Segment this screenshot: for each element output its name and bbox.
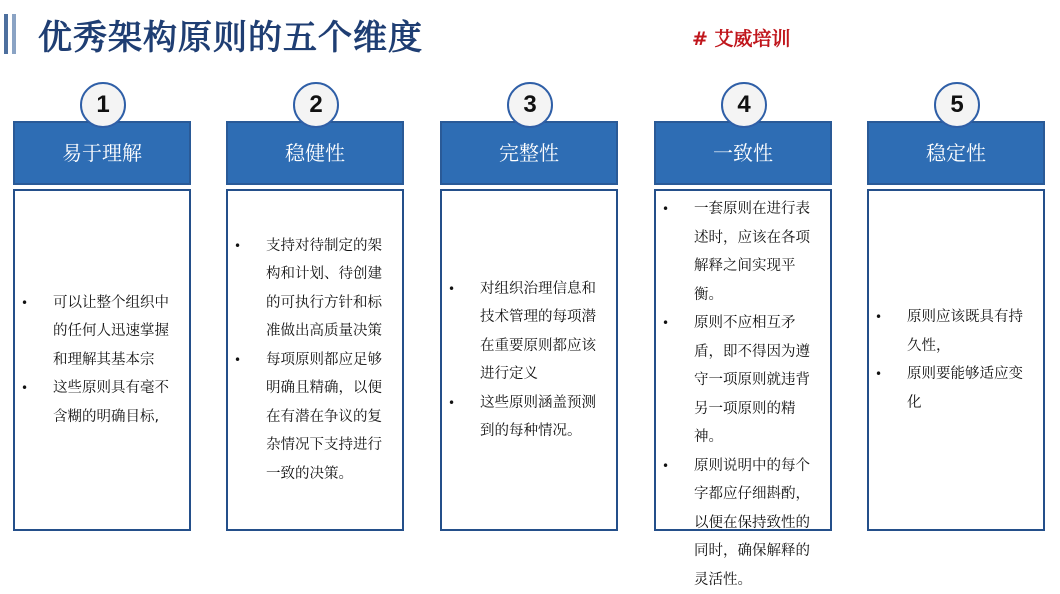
principle-content <box>867 189 1045 531</box>
bullet-list <box>15 289 189 432</box>
principle-column-4 <box>654 121 832 531</box>
bullet-item: • 这些原则涵盖预测到的每种情况。 <box>442 389 610 446</box>
bullet-dot-icon: • <box>21 374 28 403</box>
title-accent-bar <box>4 14 8 54</box>
principle-column-5 <box>867 121 1045 531</box>
bullet-dot-icon: • <box>662 195 669 224</box>
principle-column-1 <box>13 121 191 531</box>
number-badge: 3 <box>507 82 553 128</box>
bullet-dot-icon: • <box>234 346 241 375</box>
bullet-item: • 可以让整个组织中的任何人迅速掌握和理解其基本宗 <box>15 289 183 375</box>
bullet-list <box>656 195 830 594</box>
title-accent-bar-light <box>12 14 16 54</box>
bullet-dot-icon: • <box>662 309 669 338</box>
bullet-dot-icon: • <box>662 452 669 481</box>
bullet-dot-icon: • <box>21 289 28 318</box>
principle-content <box>226 189 404 531</box>
bullet-item: • 这些原则具有毫不含糊的明确目标, <box>15 374 183 431</box>
principle-heading: 完整性 <box>440 121 618 185</box>
bullet-dot-icon: • <box>448 275 455 304</box>
bullet-item: • 原则要能够适应变化 <box>869 360 1037 417</box>
principle-column-3 <box>440 121 618 531</box>
bullet-item: • 原则说明中的每个字都应仔细斟酌，以便在保持致性的同时，确保解释的灵活性。 <box>656 452 824 594</box>
bullet-item: • 每项原则都应足够明确且精确，以便在有潜在争议的复杂情况下支持进行一致的决策。 <box>228 346 396 489</box>
principle-content <box>654 189 832 531</box>
bullet-dot-icon: • <box>448 389 455 418</box>
bullet-item: • 对组织治理信息和技术管理的每项潜在重要原则都应该进行定义 <box>442 275 610 389</box>
brand-label: # 艾威培训 <box>692 24 791 51</box>
principle-heading: 稳健性 <box>226 121 404 185</box>
page-title: 优秀架构原则的五个维度 <box>38 10 423 59</box>
bullet-list <box>228 232 402 489</box>
bullet-list <box>442 275 616 446</box>
bullet-dot-icon: • <box>234 232 241 261</box>
bullet-item: • 原则应该既具有持久性， <box>869 303 1037 360</box>
bullet-dot-icon: • <box>875 303 882 332</box>
principle-column-2 <box>226 121 404 531</box>
principle-content <box>13 189 191 531</box>
bullet-dot-icon: • <box>875 360 882 389</box>
number-badge: 1 <box>80 82 126 128</box>
number-badge: 5 <box>934 82 980 128</box>
bullet-item: • 一套原则在进行表述时，应该在各项解释之间实现平衡。 <box>656 195 824 309</box>
principle-heading: 易于理解 <box>13 121 191 185</box>
principle-heading: 稳定性 <box>867 121 1045 185</box>
bullet-item: • 支持对待制定的架构和计划、待创建的可执行方针和标准做出高质量决策 <box>228 232 396 346</box>
number-badge: 2 <box>293 82 339 128</box>
bullet-item: • 原则不应相互矛盾，即不得因为遵守一项原则就违背另一项原则的精神。 <box>656 309 824 452</box>
bullet-list <box>869 303 1043 417</box>
principle-content <box>440 189 618 531</box>
number-badge: 4 <box>721 82 767 128</box>
principle-heading: 一致性 <box>654 121 832 185</box>
